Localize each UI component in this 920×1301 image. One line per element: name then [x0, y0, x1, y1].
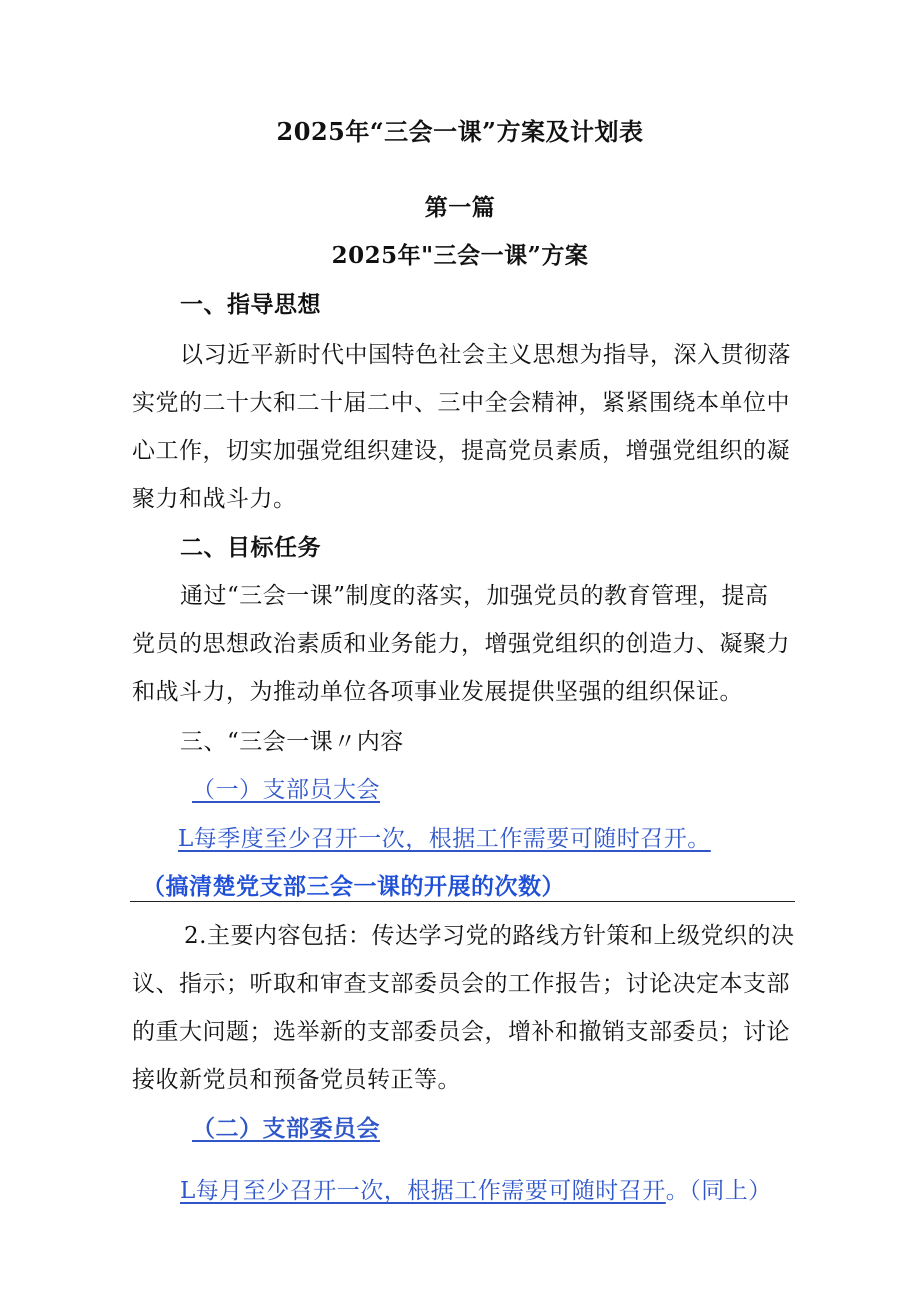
section1-heading: 一、指导思想 — [180, 291, 321, 318]
section2-line: 和战斗力，为推动单位各项事业发展提供坚强的组织保证。 — [132, 679, 743, 705]
sub1-item1-link[interactable]: L每季度至少召开一次，根据工作需要可随时召开。 — [178, 826, 711, 852]
section2-line: 通过“三会一课”制度的落实，加强党员的教育管理，提高 — [180, 583, 769, 609]
sub1-heading-link[interactable]: （一）支部员大会 — [192, 777, 380, 803]
section3-heading: 三、“三会一课〃内容 — [180, 729, 404, 755]
sub2-item1 — [180, 1177, 772, 1205]
sub1-item2-line: 接收新党员和预备党员转正等。 — [132, 1067, 461, 1093]
section1-line: 聚力和战斗力。 — [132, 486, 297, 512]
sub1-item2-line: 2.主要内容包括：传达学习党的路线方针策和上级党织的决 — [184, 923, 795, 949]
section1-line: 以习近平新时代中国特色社会主义思想为指导，深入贯彻落 — [180, 342, 791, 368]
document-title: 2025年“三会一课”方案及计划表 — [276, 117, 644, 146]
section2-line: 党员的思想政治素质和业务能力，增强党组织的创造力、凝聚力 — [132, 631, 790, 657]
section2-heading: 二、目标任务 — [180, 534, 321, 561]
horizontal-divider — [130, 901, 795, 902]
sub1-note: （搞清楚党支部三会一课的开展的次数） — [142, 873, 565, 900]
section1-line: 心工作，切实加强党组织建设，提高党员素质，增强党组织的凝 — [132, 438, 790, 464]
section1-line: 实党的二十大和二十届二中、三中全会精神，紧紧围绕本单位中 — [132, 390, 790, 416]
sub2-item1-link[interactable]: L每月至少召开一次，根据工作需要可随时召开 — [180, 1178, 666, 1204]
document-subtitle: 2025年"三会一课”方案 — [331, 242, 589, 269]
part-label: 第一篇 — [424, 194, 496, 221]
sub1-item2-line: 议、指示；听取和审查支部委员会的工作报告；讨论决定本支部 — [132, 971, 790, 997]
sub2-item1-tail: 。（同上） — [665, 1178, 772, 1204]
sub1-item2-line: 的重大问题；选举新的支部委员会，增补和撤销支部委员；讨论 — [132, 1019, 790, 1045]
sub2-heading-link[interactable]: （二）支部委员会 — [192, 1115, 380, 1142]
